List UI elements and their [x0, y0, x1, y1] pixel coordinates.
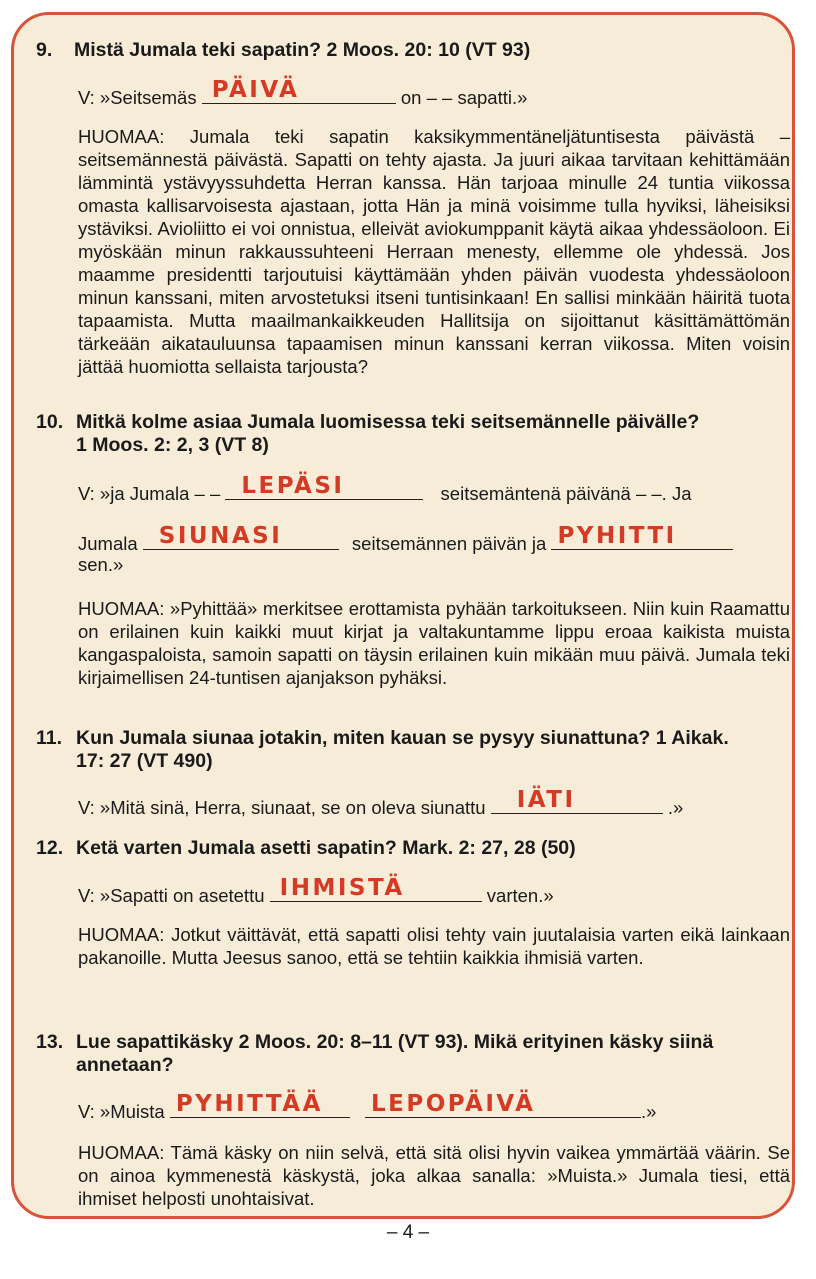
handwritten-answer: IHMISTÄ [279, 875, 405, 901]
note-13: HUOMAA: Tämä käsky on niin selvä, että sitä olisi hyvin vaikea ymmärtää väärin. Se on ainoa kymmenestä käskystä, joka alkaa sanalla: »Muista.» Jumala tiesi, että ihmiset helposti unohtaisivat. [78, 1142, 790, 1209]
page-number: – 4 – [386, 1222, 430, 1243]
question-11 [36, 727, 792, 773]
answer-blank[interactable] [225, 473, 423, 500]
note-10: HUOMAA: »Pyhittää» merkitsee erottamista pyhään tarkoitukseen. Niin kuin Raamattu on erilainen kuin kaikki muut kirjat ja valtakuntamme lippu eroaa kaikista muista kangaspaloista, samoin sapatti on täysin erilainen kuin mikään muu päivä. Jumala teki kirjaimellisen 24-tuntisen ajanjakson pyhäksi. [78, 598, 790, 688]
answer-prefix: V: »ja Jumala – – [78, 483, 221, 504]
question-number: 9. [36, 39, 53, 61]
handwritten-answer: SIUNASI [158, 523, 283, 549]
answer-prefix: V: »Seitsemäs [78, 87, 197, 108]
handwritten-answer: LEPÄSI [241, 473, 345, 499]
answer-blank[interactable] [491, 787, 663, 814]
question-reference: 1 Moos. 2: 2, 3 (VT 8) [76, 434, 269, 456]
lesson-frame [11, 12, 795, 1219]
answer-blank[interactable] [270, 875, 482, 902]
question-9 [36, 39, 792, 62]
question-number: 12. [36, 837, 64, 859]
answer-10-line-1 [78, 473, 790, 506]
answer-11 [78, 787, 790, 820]
question-text: Mitkä kolme asiaa Jumala luomisessa teki seitsemännelle päivälle? [76, 411, 700, 433]
question-text: Kun Jumala siunaa jotakin, miten kauan se pysyy siunattuna? 1 Aikak. [76, 727, 729, 749]
answer-10-line-3: sen.» [78, 554, 124, 575]
answer-blank[interactable] [551, 523, 733, 550]
handwritten-answer: IÄTI [516, 787, 576, 813]
answer-prefix: V: »Mitä sinä, Herra, siunaat, se on oleva siunattu [78, 797, 486, 818]
question-13 [36, 1031, 792, 1077]
answer-prefix: V: »Muista [78, 1101, 165, 1122]
question-12 [36, 837, 792, 860]
question-text: Ketä varten Jumala asetti sapatin? Mark. 2: 27, 28 (50) [76, 837, 576, 859]
answer-suffix: .» [641, 1101, 657, 1122]
answer-blank[interactable] [143, 523, 339, 550]
note-12: HUOMAA: Jotkut väittävät, että sapatti olisi tehty vain juutalaisia varten eikä lainkaan pakanoille. Mutta Jeesus sanoo, että se tehtiin kaikkia ihmisiä varten. [78, 924, 790, 968]
answer-12 [78, 875, 790, 908]
answer-13 [78, 1091, 790, 1124]
answer-suffix: on – – sapatti.» [400, 87, 528, 108]
handwritten-answer: PYHITTÄÄ [175, 1091, 323, 1117]
question-10 [36, 411, 792, 457]
handwritten-answer: LEPOPÄIVÄ [371, 1091, 536, 1117]
answer-middle: seitsemännen päivän ja [351, 533, 547, 554]
handwritten-answer: PÄIVÄ [211, 77, 300, 103]
question-text: Lue sapattikäsky 2 Moos. 20: 8–11 (VT 93). Mikä erityinen käsky siinä [76, 1031, 714, 1053]
answer-blank[interactable] [202, 77, 396, 104]
answer-suffix: .» [667, 797, 684, 818]
handwritten-answer: PYHITTI [557, 523, 677, 549]
answer-suffix: seitsemäntenä päivänä – –. Ja [440, 483, 692, 504]
question-number: 13. [36, 1031, 64, 1053]
answer-blank[interactable] [170, 1091, 350, 1118]
answer-suffix: varten.» [486, 885, 554, 906]
answer-blank[interactable] [365, 1091, 641, 1118]
question-text-continued: annetaan? [76, 1054, 174, 1076]
answer-prefix: V: »Sapatti on asetettu [78, 885, 265, 906]
question-reference: 17: 27 (VT 490) [76, 750, 213, 772]
question-number: 11. [36, 727, 63, 749]
answer-prefix: Jumala [78, 533, 138, 554]
answer-10-line-2 [78, 523, 790, 556]
answer-9 [78, 77, 790, 110]
question-text: Mistä Jumala teki sapatin? 2 Moos. 20: 10 (VT 93) [74, 39, 531, 61]
question-number: 10. [36, 411, 64, 433]
note-9: HUOMAA: Jumala teki sapatin kaksikymmentäneljätuntisesta päivästä – seitsemännestä päivästä. Sapatti on tehty ajasta. Ja juuri aikaa tarvitaan kehittämään lämmintä ystävyyssuhdetta Herran kanssa. Hän tarjoaa minulle 24 tuntia viikossa omasta kallisarvoisesta ajastaan, jotta Hän ja minä voisimme tulla hyviksi, läheisiksi ystäviksi. Avioliitto ei voi onnistua, elleivät aviokumppanit käytä aikaa yhdessäoloon. Ei myöskään minun rakkaussuhteeni Herraan menesty, ellemme ole yhdessä. Jos maamme presidentti tarjoutuisi käyttämään yhden päivän vuodesta yhdessäoloon minun kanssani, miten arvostetuksi itseni tuntisinkaan! En sallisi minkään häiritä tuota tapaamista. Mutta maailmankaikkeuden Hallitsija on sijoittanut käsittämättömän tärkeään aikatauluunsa tapaamisen minun kanssani kerran viikossa. Miten voisin jättää huomiotta sellaista tarjousta? [78, 126, 790, 377]
